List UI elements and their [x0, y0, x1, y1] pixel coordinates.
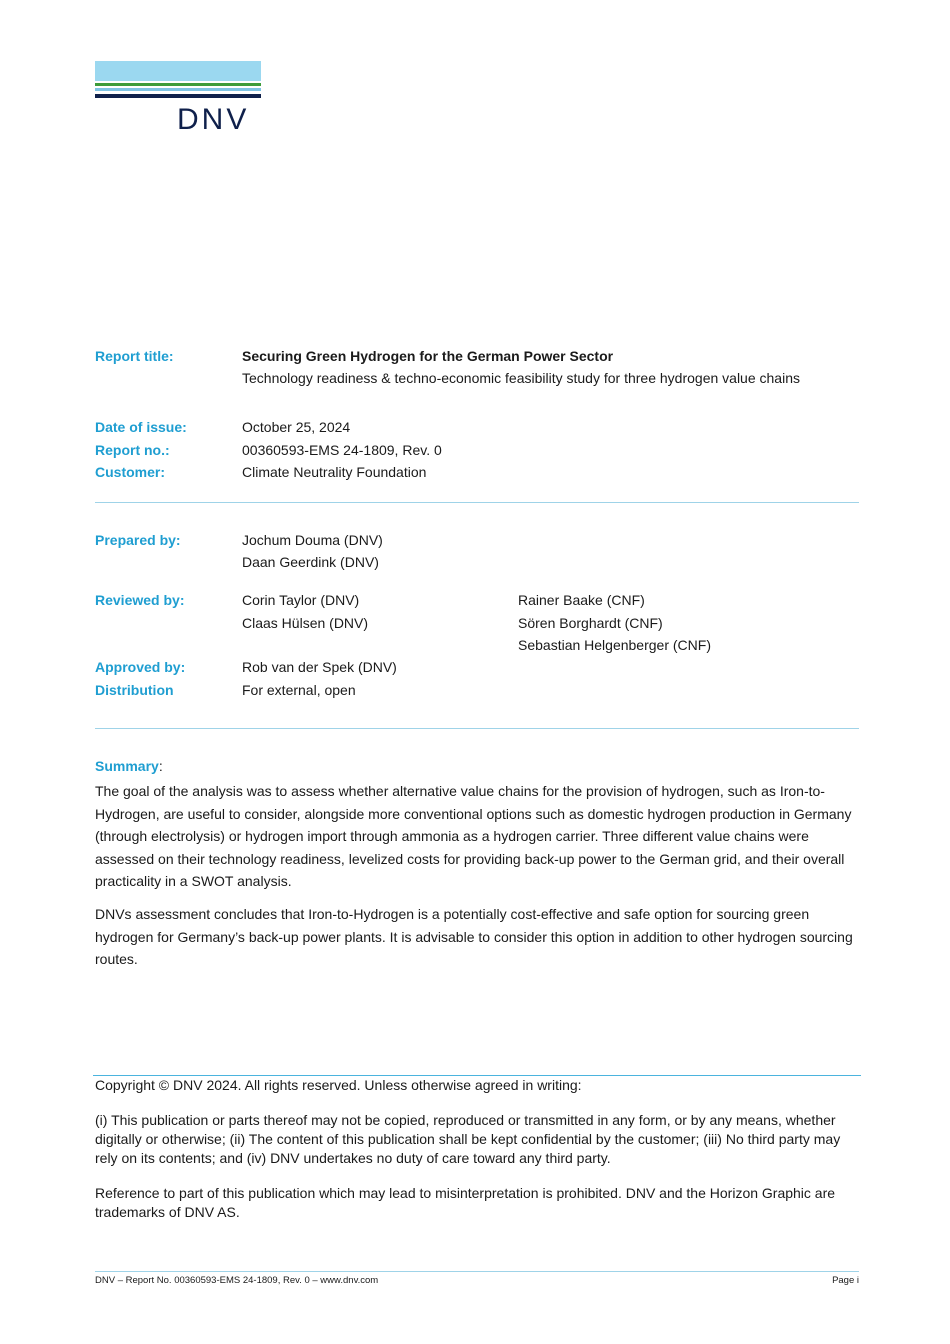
approved-by-label: Approved by: — [95, 659, 186, 675]
logo-green-line — [95, 83, 261, 86]
approver: Rob van der Spek (DNV) — [242, 659, 397, 675]
divider — [95, 728, 859, 729]
prepared-by-label: Prepared by: — [95, 532, 181, 548]
customer: Climate Neutrality Foundation — [242, 464, 427, 480]
copyright-line: Copyright © DNV 2024. All rights reserved. Unless otherwise agreed in writing: — [95, 1077, 582, 1093]
distribution-label: Distribution — [95, 682, 174, 698]
summary-paragraph-2: DNVs assessment concludes that Iron-to-Hydrogen is a potentially cost-effective and safe option for sourcing green hydrogen for Germany’s back-up power plants. It is advisable to consider this option in addition to other hydrogen sourcing routes. — [95, 906, 853, 967]
date-label: Date of issue: — [95, 419, 187, 435]
summary-label: Summary — [95, 758, 159, 774]
reviewer-cnf-1: Rainer Baake (CNF) — [518, 592, 645, 608]
summary-heading — [95, 757, 163, 775]
logo-horizon-band — [95, 61, 261, 81]
divider — [95, 502, 859, 503]
customer-label: Customer: — [95, 464, 166, 480]
report-subtitle: Technology readiness & techno-economic feasibility study for three hydrogen value chains — [242, 370, 800, 386]
distribution: For external, open — [242, 682, 356, 698]
reviewer-dnv-1: Corin Taylor (DNV) — [242, 592, 360, 608]
date-of-issue: October 25, 2024 — [242, 419, 351, 435]
summary-paragraph-1: The goal of the analysis was to assess whether alternative value chains for the provision of hydrogen, such as Iron-to-Hydrogen, are useful to consider, alongside more conventional options such as domestic hydrogen production in Germany (through electrolysis) or hydrogen import through ammonia as a hydrogen carrier. Three different value chains were assessed on their technology readiness, levelized costs for providing back-up power to the German grid, and their overall practicality in a SWOT analysis. — [95, 783, 852, 889]
summary-colon: : — [158, 758, 163, 774]
report-title-label: Report title: — [95, 348, 174, 364]
footer-report-info: DNV – Report No. 00360593-EMS 24-1809, Rev. 0 – www.dnv.com — [95, 1275, 379, 1286]
reviewed-by-label: Reviewed by: — [95, 592, 185, 608]
page-number: Page i — [832, 1275, 859, 1286]
logo-blue-line — [95, 88, 261, 91]
copyright-trademark: Reference to part of this publication which may lead to misinterpretation is prohibited. DNV and the Horizon Graphic are trademarks of DNV AS. — [95, 1185, 836, 1220]
reviewer-cnf-3: Sebastian Helgenberger (CNF) — [518, 637, 711, 653]
report-title: Securing Green Hydrogen for the German Power Sector — [242, 348, 614, 364]
preparer-1: Jochum Douma (DNV) — [242, 532, 383, 548]
copyright-terms: (i) This publication or parts thereof may not be copied, reproduced or transmitted in any form, or by any means, whether digitally or otherwise; (ii) The content of this publication shall be kept confidential by the customer; (iii) No third party may rely on its contents; and (iv) DNV undertakes no duty of care toward any third party. — [95, 1112, 841, 1166]
footer-divider — [95, 1271, 859, 1272]
report-number-label: Report no.: — [95, 442, 170, 458]
reviewer-cnf-2: Sören Borghardt (CNF) — [518, 615, 663, 631]
reviewer-dnv-2: Claas Hülsen (DNV) — [242, 615, 369, 631]
report-number: 00360593-EMS 24-1809, Rev. 0 — [242, 442, 442, 458]
logo-text: DNV — [177, 103, 250, 136]
dnv-logo — [95, 61, 261, 135]
logo-navy-line — [95, 94, 261, 98]
preparer-2: Daan Geerdink (DNV) — [242, 554, 379, 570]
